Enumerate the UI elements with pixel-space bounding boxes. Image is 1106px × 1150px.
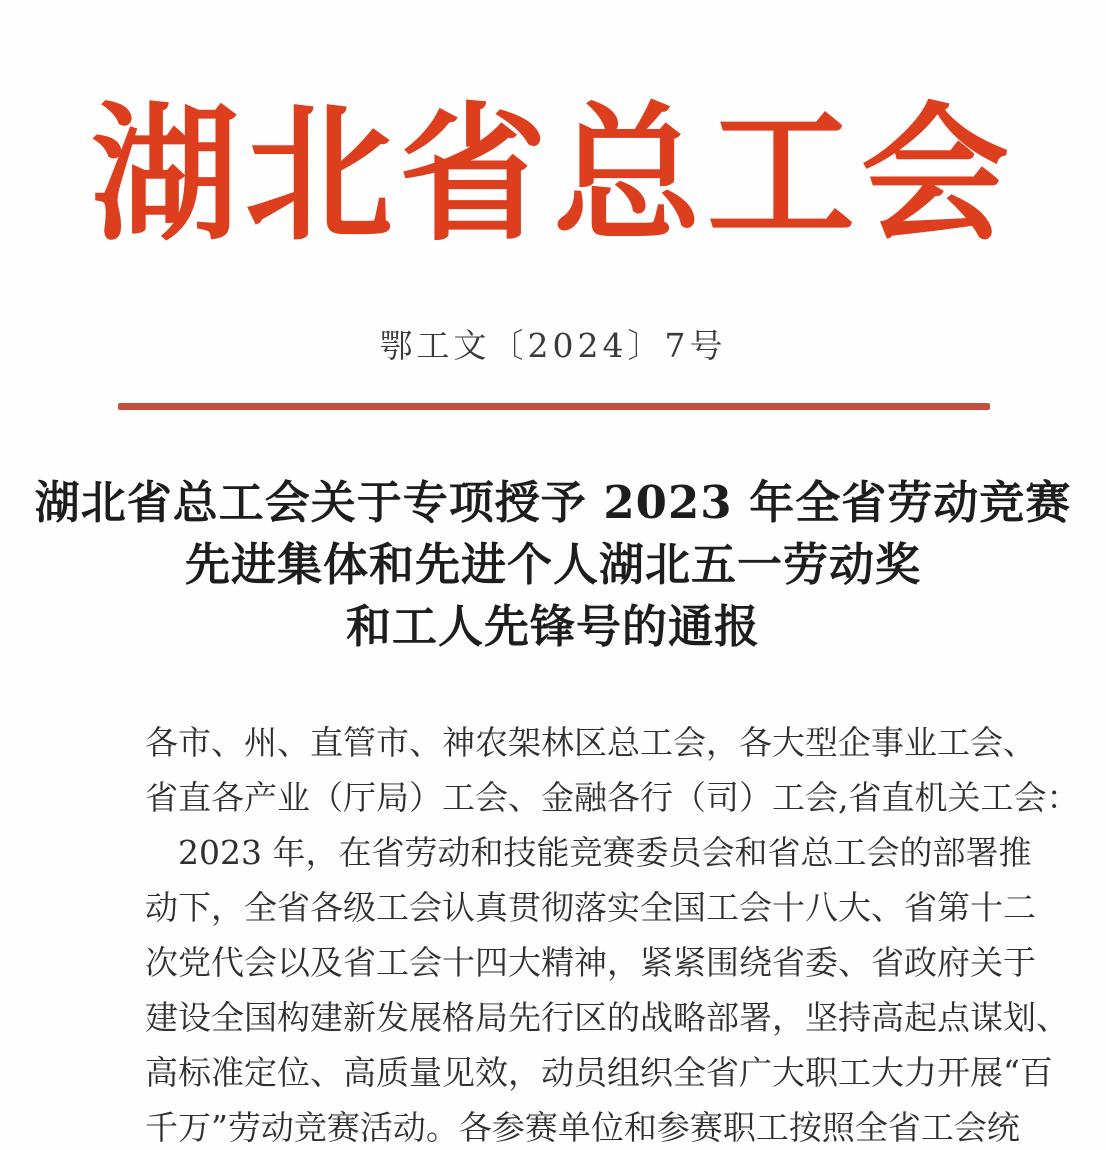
org-title: 湖北省总工会 bbox=[91, 87, 1015, 261]
document-number: 鄂工文〔2024〕7号 bbox=[379, 326, 727, 365]
title-line-2: 先进集体和先进个人湖北五一劳动奖 bbox=[184, 538, 921, 591]
title-line-3: 和工人先锋号的通报 bbox=[345, 600, 760, 653]
title-line-1: 湖北省总工会关于专项授予 2023 年全省劳动竞赛 bbox=[34, 476, 1072, 529]
document-title bbox=[0, 472, 1106, 658]
paragraph-line-5: 高标准定位、高质量见效，动员组织全省广大职工大力开展“百 bbox=[145, 1053, 1053, 1092]
salutation-line-2: 省直各产业（厅局）工会、金融各行（司）工会,省直机关工会： bbox=[145, 778, 1080, 817]
red-divider-rule bbox=[118, 403, 990, 410]
paragraph-line-3: 次党代会以及省工会十四大精神，紧紧围绕省委、省政府关于 bbox=[145, 943, 1036, 982]
paragraph-line-6: 千万”劳动竞赛活动。各参赛单位和参赛职工按照全省工会统 bbox=[145, 1108, 1020, 1147]
paragraph-line-1: 2023 年，在省劳动和技能竞赛委员会和省总工会的部署推 bbox=[178, 833, 1032, 872]
document-body bbox=[145, 715, 1080, 1150]
paragraph-line-4: 建设全国构建新发展格局先行区的战略部署，坚持高起点谋划、 bbox=[145, 998, 1069, 1037]
salutation-line-1: 各市、州、直管市、神农架林区总工会，各大型企事业工会、 bbox=[145, 723, 1036, 762]
paragraph-line-2: 动下，全省各级工会认真贯彻落实全国工会十八大、省第十二 bbox=[145, 888, 1036, 927]
